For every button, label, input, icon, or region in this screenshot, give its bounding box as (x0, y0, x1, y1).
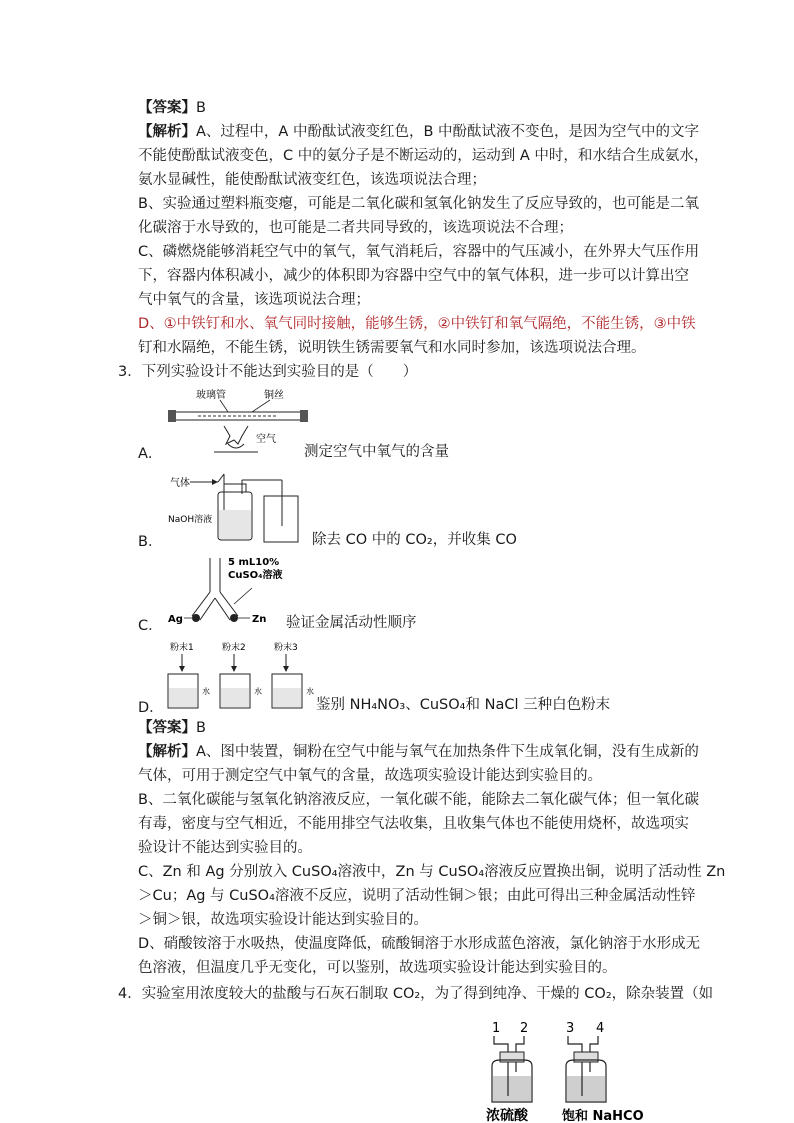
option-d-letter: D． (138, 700, 164, 716)
analysis-line: D、硝酸铵溶于水吸热，使温度降低，硫酸铜溶于水形成蓝色溶液，氯化钠溶于水形成无 (138, 936, 701, 952)
figa-label-air: 空气 (256, 434, 276, 445)
q4-label-h2so4: 浓硫酸 (486, 1108, 528, 1123)
option-a-text: 测定空气中氧气的含量 (304, 444, 449, 460)
analysis-line: 验设计不能达到实验目的。 (138, 840, 312, 856)
analysis-line: C、磷燃烧能够消耗空气中的氧气，氧气消耗后，容器中的气压减小，在外界大气压作用 (138, 244, 700, 260)
option-b-text: 除去 CO 中的 CO₂，并收集 CO (312, 532, 517, 548)
question-3-stem: 3．下列实验设计不能达到实验目的是（ ） (118, 364, 418, 380)
option-d-text: 鉴别 NH₄NO₃、CuSO₄和 NaCl 三种白色粉末 (316, 697, 611, 713)
analysis-line-1: 【解析】A、过程中，A 中酚酞试液变红色，B 中酚酞试液不变色，是因为空气中的文字 (138, 124, 700, 140)
option-c-letter: C． (138, 618, 163, 634)
q4-label-4: 4 (596, 1021, 605, 1036)
figa-label-glass: 玻璃管 (196, 390, 226, 401)
analysis-line: 化碳溶于水导致的，也可能是二者共同导致的，该选项说法不合理； (138, 220, 573, 236)
answer-line-2 (138, 718, 206, 738)
figb-label-naoh: NaOH溶液 (168, 515, 213, 525)
analysis-line: 氨水显碱性，能使酚酞试液变红色，该选项说法合理； (138, 172, 486, 188)
figure-q4-wash-bottles (478, 1018, 658, 1122)
figure-d-beakers (166, 640, 316, 714)
figb-label-gas: 气体 (170, 478, 190, 489)
analysis-line: 气中氧气的含量，该选项说法合理； (138, 292, 370, 308)
option-c-text: 验证金属活动性顺序 (286, 615, 417, 631)
q4-label-3: 3 (566, 1021, 575, 1036)
analysis-line: 不能使酚酞试液变色，C 中的氨分子是不断运动的，运动到 A 中时，和水结合生成氨水， (138, 148, 709, 164)
figd-label-water: 水 (306, 687, 314, 696)
answer-line-1 (138, 98, 206, 118)
figd-label-powder1: 粉末1 (170, 643, 194, 653)
answer-value: B (196, 100, 206, 116)
analysis-line: 色溶液，但温度几乎无变化，可以鉴别，故选项实验设计能达到实验目的。 (138, 960, 617, 976)
figd-label-water: 水 (254, 687, 262, 696)
figc-label-zn: Zn (252, 614, 267, 625)
answer-tag: 【答案】 (138, 720, 196, 736)
figd-label-water: 水 (202, 687, 210, 696)
analysis-line-highlight: D、①中铁钉和水、氧气同时接触，能够生锈，②中铁钉和氧气隔绝，不能生锈，③中铁 (138, 316, 696, 332)
option-a-letter: A． (138, 446, 163, 462)
analysis-line: B、二氧化碳能与氢氧化钠溶液反应，一氧化碳不能，能除去二氧化碳气体；但一氧化碳 (138, 792, 699, 808)
analysis-line-2: 【解析】A、图中装置，铜粉在空气中能与氧气在加热条件下生成氧化铜，没有生成新的 (138, 744, 699, 760)
analysis-line: ＞铜＞银，故选项实验设计能达到实验目的。 (138, 912, 428, 928)
figc-label-volume: 5 mL10% (228, 557, 280, 568)
figc-label-cuso4: CuSO₄溶液 (228, 570, 283, 581)
analysis-tag: 【解析】 (138, 124, 196, 140)
analysis-tag: 【解析】 (138, 744, 196, 760)
q4-label-2: 2 (520, 1021, 529, 1036)
q4-label-1: 1 (492, 1021, 501, 1036)
q4-label-nahco3: 饱和 NaHCO (562, 1109, 644, 1123)
figd-label-powder2: 粉末2 (222, 643, 246, 653)
figure-b-wash-bottle (168, 470, 308, 550)
analysis-line: C、Zn 和 Ag 分别放入 CuSO₄溶液中，Zn 与 CuSO₄溶液反应置换出铜，说明了活动性 Zn (138, 864, 726, 880)
analysis-line: 下，容器内体积减小，减少的体积即为容器中空气中的氧气体积，进一步可以计算出空 (138, 268, 689, 284)
analysis-line: 有毒，密度与空气相近，不能用排空气法收集，且收集气体也不能使用烧杯，故选项实 (138, 816, 689, 832)
analysis-line: ＞Cu；Ag 与 CuSO₄溶液不反应，说明了活动性铜＞银；由此可得出三种金属活动性锌 (138, 888, 696, 904)
figure-c-y-tube (166, 554, 283, 636)
analysis-line: 气体，可用于测定空气中氧气的含量，故选项实验设计能达到实验目的。 (138, 768, 602, 784)
figa-label-copper: 铜丝 (264, 390, 284, 401)
option-b-letter: B． (138, 534, 163, 550)
answer-tag: 【答案】 (138, 100, 196, 116)
figure-a-glass-tube (168, 386, 308, 458)
answer-value: B (196, 720, 206, 736)
analysis-line: B、实验通过塑料瓶变瘪，可能是二氧化碳和氢氧化钠发生了反应导致的，也可能是二氧 (138, 196, 699, 212)
analysis-line: 钉和水隔绝，不能生锈，说明铁生锈需要氧气和水同时参加，该选项说法合理。 (138, 340, 646, 356)
figc-label-ag: Ag (168, 614, 183, 625)
figd-label-powder3: 粉末3 (274, 643, 298, 653)
question-4-stem: 4．实验室用浓度较大的盐酸与石灰石制取 CO₂，为了得到纯净、干燥的 CO₂，除杂装置（如 (118, 986, 714, 1002)
